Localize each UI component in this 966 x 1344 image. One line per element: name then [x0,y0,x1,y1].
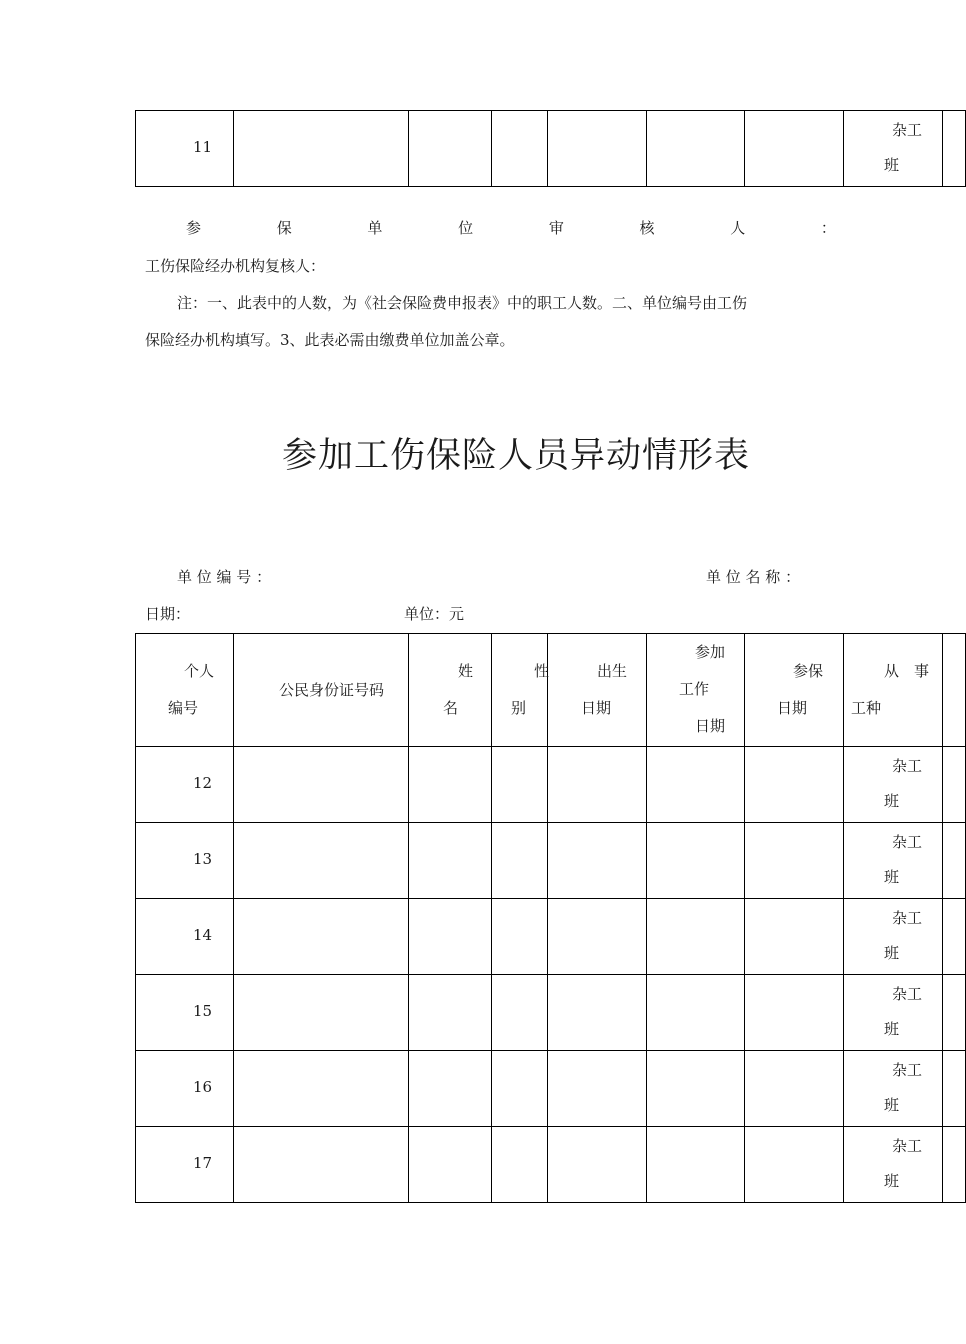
header-job-type: 从 事 工种 [844,634,943,747]
unit-name-label: 单 位 名 称 ： [706,568,801,586]
row-number: 13 [193,850,213,868]
currency-unit-label: 单位：元 [404,605,465,623]
job-type-line1: 杂工 [892,985,923,1003]
header-gender: 性 别 [492,634,548,747]
row-number: 12 [193,774,213,792]
agency-reviewer-label: 工伤保险经办机构复核人： [145,257,326,275]
job-type-line2: 班 [884,156,900,174]
job-type-line2: 班 [884,1096,900,1114]
job-type-line1: 杂工 [892,121,923,139]
form-title: 参加工伤保险人员异动情形表 [282,436,751,476]
personal-no-cell [136,111,234,187]
row-number: 16 [193,1078,213,1096]
unit-reviewer-line: 参 保 单 位 审 核 人 ： [186,219,836,237]
header-name: 姓 名 [409,634,492,747]
job-type-line1: 杂工 [892,1137,923,1155]
table-row [136,899,966,975]
table-row [136,823,966,899]
job-type-line2: 班 [884,1172,900,1190]
job-type-line1: 杂工 [892,757,923,775]
header-work-start: 参加 工作 日期 [647,634,745,747]
note-line-2: 保险经办机构填写。3、此表必需由缴费单位加盖公章。 [145,331,515,349]
table-row [136,111,966,187]
header-birth-date: 出生 日期 [548,634,647,747]
job-type-line2: 班 [884,944,900,962]
job-type-line2: 班 [884,868,900,886]
header-row [136,634,966,747]
table-row [136,975,966,1051]
header-id-number: 公民身份证号码 [234,634,409,747]
header-insured-date: 参保 日期 [745,634,844,747]
table-row [136,1051,966,1127]
table-row [136,1127,966,1203]
header-personal-no: 个人 编号 [136,634,234,747]
job-type-line1: 杂工 [892,1061,923,1079]
top-table [135,110,966,187]
date-label: 日期： [145,605,191,623]
note-line-1: 注：一、此表中的人数，为《社会保险费申报表》中的职工人数。二、单位编号由工伤 [177,294,748,312]
row-number: 17 [193,1154,213,1172]
table-row [136,747,966,823]
main-table [135,633,966,1203]
row-number: 14 [193,926,213,944]
unit-code-label: 单 位 编 号 ： [177,568,272,586]
row-number: 15 [193,1002,213,1020]
job-type-line2: 班 [884,792,900,810]
job-type-line1: 杂工 [892,909,923,927]
job-type-line1: 杂工 [892,833,923,851]
job-type-line2: 班 [884,1020,900,1038]
row-number: 11 [193,138,213,156]
job-type-cell [844,111,943,187]
